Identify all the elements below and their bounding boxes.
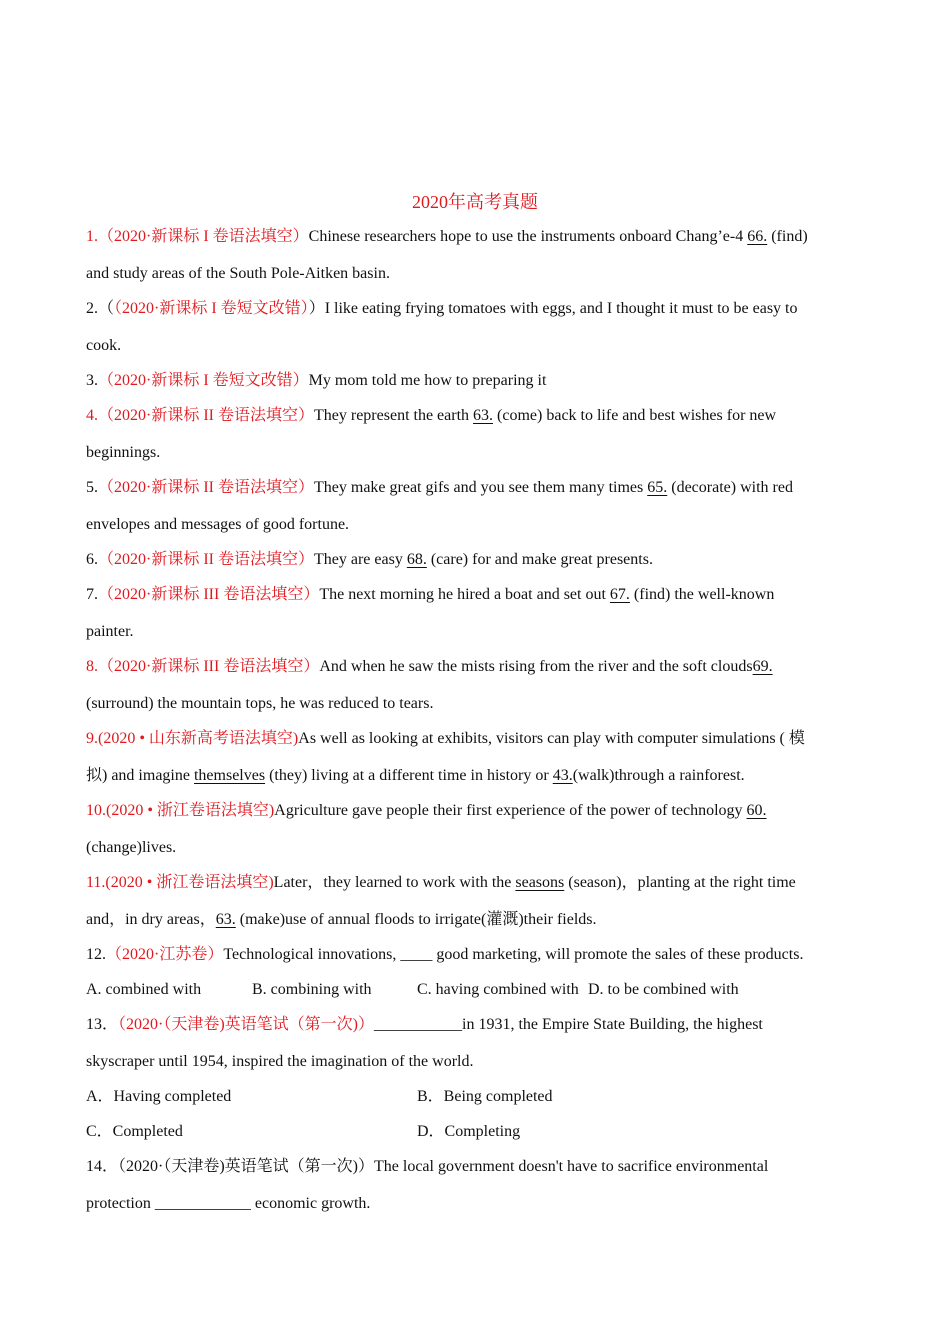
- question-6: [86, 549, 864, 571]
- question-13-line-2: skyscraper until 1954, inspired the imagination of the world.: [86, 1053, 474, 1070]
- question-text: Later，they learned to work with the: [273, 874, 516, 891]
- question-text: As well as looking at exhibits, visitors can play with computer simulations ( 模: [298, 730, 805, 747]
- question-10: [86, 800, 864, 822]
- question-text: My mom told me how to preparing it: [308, 372, 547, 389]
- question-source: （2020·新课标 III 卷语法填空）: [98, 586, 320, 603]
- question-number: 5.: [86, 479, 98, 496]
- question-source: （2020·新课标 II 卷语法填空）: [98, 551, 314, 568]
- question-10-line-2: (change)lives.: [86, 839, 177, 856]
- question-source: （2020·新课标 II 卷语法填空）: [98, 407, 314, 424]
- question-number: 3.: [86, 372, 98, 389]
- question-text: And when he saw the mists rising from the river and the soft clouds: [319, 658, 753, 675]
- question-9: [86, 728, 864, 750]
- answer-word: seasons: [515, 874, 565, 891]
- question-13: [86, 1014, 864, 1036]
- option-b[interactable]: B. combining with: [252, 981, 372, 998]
- answer-blank: 68.: [406, 551, 427, 568]
- question-text: They make great gifs and you see them many times: [314, 479, 648, 496]
- option-b[interactable]: B．Being completed: [417, 1088, 553, 1105]
- option-a[interactable]: A．Having completed: [86, 1088, 232, 1105]
- question-9-line-2: [86, 765, 864, 787]
- answer-blank: 65.: [647, 479, 668, 496]
- question-2: [86, 298, 864, 320]
- question-number: 1.: [86, 228, 98, 245]
- question-number: 13．: [86, 1016, 119, 1033]
- question-text: 拟) and imagine: [86, 767, 194, 784]
- question-source: (2020 • 浙江卷语法填空): [106, 802, 275, 819]
- question-text: (care) for and make great presents.: [426, 551, 653, 568]
- question-source: (2020 • 山东新高考语法填空): [98, 730, 299, 747]
- question-text: (season)，planting at the right time: [564, 874, 796, 891]
- question-text: （2020·（天津卷)英语笔试（第一次)）The local government doesn't have to sacrifice environmental: [118, 1158, 769, 1175]
- answer-blank: 63.: [215, 911, 236, 928]
- answer-blank: 66.: [747, 228, 768, 245]
- question-text: (make)use of annual floods to irrigate(灌溉)their fields.: [235, 911, 597, 928]
- question-text: Agriculture gave people their first experience of the power of technology: [274, 802, 747, 819]
- question-source: （2020·新课标 I 卷短文改错）: [114, 300, 309, 317]
- question-4: [86, 405, 864, 427]
- question-text: (walk)through a rainforest.: [572, 767, 745, 784]
- question-12: [86, 944, 864, 966]
- question-5-line-2: envelopes and messages of good fortune.: [86, 516, 350, 533]
- question-text: (decorate) with red: [667, 479, 793, 496]
- question-source: （2020·新课标 III 卷语法填空）: [98, 658, 320, 675]
- question-text: They represent the earth: [314, 407, 474, 424]
- question-4-line-2: beginnings.: [86, 444, 161, 461]
- option-a[interactable]: A. combined with: [86, 981, 202, 998]
- question-8: [86, 656, 864, 678]
- question-text: Technological innovations, ____ good marketing, will promote the sales of these products.: [223, 946, 804, 963]
- answer-blank: 63.: [473, 407, 494, 424]
- question-number: 7.: [86, 586, 98, 603]
- question-8-line-2: (surround) the mountain tops, he was reduced to tears.: [86, 695, 434, 712]
- question-14: [86, 1156, 864, 1178]
- question-source: （2020·新课标 I 卷语法填空）: [98, 228, 309, 245]
- question-5: [86, 477, 864, 499]
- question-7-line-2: painter.: [86, 623, 134, 640]
- question-source: （2020·新课标 II 卷语法填空）: [98, 479, 314, 496]
- option-d[interactable]: D．Completing: [417, 1123, 521, 1140]
- question-11-line-2: [86, 909, 864, 931]
- question-number: 11.: [86, 874, 106, 891]
- question-source: （2020·新课标 I 卷短文改错）: [98, 372, 309, 389]
- option-c[interactable]: C. having combined with: [417, 981, 579, 998]
- question-number: 10.: [86, 802, 106, 819]
- answer-blank: 43.: [552, 767, 573, 784]
- question-source: (2020 • 浙江卷语法填空): [105, 874, 274, 891]
- option-d[interactable]: D. to be combined with: [588, 981, 739, 998]
- answer-blank: 60.: [746, 802, 767, 819]
- question-text: (find): [767, 228, 808, 245]
- question-text: ___________in 1931, the Empire State Building, the highest: [374, 1016, 763, 1033]
- question-text: Chinese researchers hope to use the instruments onboard Chang’e-4: [308, 228, 748, 245]
- question-11: [86, 872, 864, 894]
- question-14-line-2: protection ____________ economic growth.: [86, 1195, 371, 1212]
- question-2-line-2: cook.: [86, 337, 122, 354]
- question-text: They are easy: [314, 551, 407, 568]
- question-number: 2.（: [86, 300, 115, 317]
- question-1: [86, 226, 864, 248]
- question-text: ）I like eating frying tomatoes with eggs, and I thought it must to be easy to: [308, 300, 798, 317]
- answer-blank: 67.: [609, 586, 630, 603]
- question-text: and，in dry areas，: [86, 911, 216, 928]
- option-c[interactable]: C．Completed: [86, 1123, 183, 1140]
- question-text: (find) the well-known: [629, 586, 775, 603]
- question-text: (come) back to life and best wishes for new: [493, 407, 777, 424]
- question-3: [86, 370, 864, 392]
- question-number: 12.: [86, 946, 106, 963]
- question-number: 14．: [86, 1158, 119, 1175]
- question-number: 6.: [86, 551, 98, 568]
- question-text: The next morning he hired a boat and set out: [319, 586, 610, 603]
- question-number: 9.: [86, 730, 98, 747]
- answer-blank: 69.: [752, 658, 773, 675]
- page-title: 2020年高考真题: [412, 192, 538, 212]
- question-source: （2020·（天津卷)英语笔试（第一次)）: [118, 1016, 375, 1033]
- question-number: 4.: [86, 407, 98, 424]
- question-text: (they) living at a different time in history or: [265, 767, 553, 784]
- question-number: 8.: [86, 658, 98, 675]
- question-source: （2020·江苏卷）: [106, 946, 224, 963]
- question-1-line-2: and study areas of the South Pole-Aitken basin.: [86, 265, 390, 282]
- question-7: [86, 584, 864, 606]
- answer-word: themselves: [193, 767, 266, 784]
